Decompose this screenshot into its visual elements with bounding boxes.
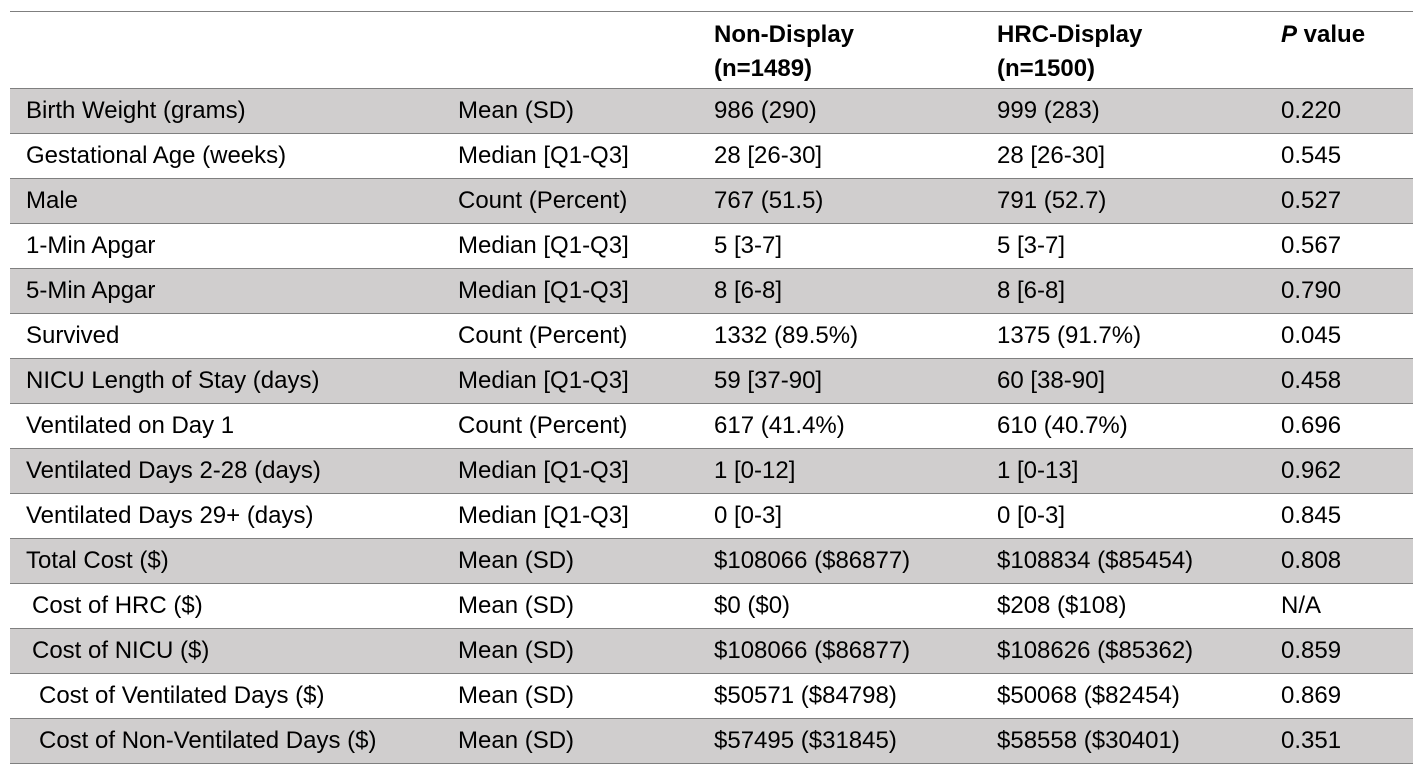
cell-statistic: Mean (SD) xyxy=(458,682,575,709)
table-header xyxy=(10,12,1413,89)
table-row xyxy=(10,314,1413,359)
table-row xyxy=(10,719,1413,764)
cell-hrc-display: 0 [0-3] xyxy=(997,502,1066,529)
results-table xyxy=(10,11,1413,764)
header-hrc-display-label: HRC-Display xyxy=(997,21,1143,48)
cell-variable: 5-Min Apgar xyxy=(26,277,156,304)
cell-hrc-display: $208 ($108) xyxy=(997,592,1127,619)
cell-hrc-display: 8 [6-8] xyxy=(997,277,1066,304)
header-statistic xyxy=(442,12,698,89)
cell-statistic: Median [Q1-Q3] xyxy=(458,277,629,304)
cell-variable: Ventilated on Day 1 xyxy=(26,412,235,439)
cell-non-display: $50571 ($84798) xyxy=(714,682,897,709)
cell-variable: Total Cost ($) xyxy=(26,547,169,574)
table-row xyxy=(10,179,1413,224)
cell-non-display: 767 (51.5) xyxy=(714,187,824,214)
cell-p-value: 0.527 xyxy=(1281,187,1342,214)
cell-statistic: Median [Q1-Q3] xyxy=(458,457,629,484)
cell-p-value: 0.458 xyxy=(1281,367,1342,394)
cell-hrc-display: $58558 ($30401) xyxy=(997,727,1180,754)
cell-hrc-display: $108626 ($85362) xyxy=(997,637,1194,664)
table-row xyxy=(10,89,1413,134)
cell-non-display: 8 [6-8] xyxy=(714,277,783,304)
cell-non-display: 1 [0-12] xyxy=(714,457,796,484)
cell-p-value: 0.962 xyxy=(1281,457,1342,484)
cell-p-value: 0.220 xyxy=(1281,97,1342,124)
table-row xyxy=(10,539,1413,584)
cell-non-display: $108066 ($86877) xyxy=(714,547,911,574)
table-row xyxy=(10,404,1413,449)
cell-variable: Gestational Age (weeks) xyxy=(26,142,287,169)
cell-variable: 1-Min Apgar xyxy=(26,232,156,259)
cell-non-display: 617 (41.4%) xyxy=(714,412,845,439)
header-p-value xyxy=(1265,12,1413,89)
cell-non-display: 1332 (89.5%) xyxy=(714,322,859,349)
cell-non-display: $57495 ($31845) xyxy=(714,727,897,754)
cell-hrc-display: 610 (40.7%) xyxy=(997,412,1128,439)
cell-statistic: Median [Q1-Q3] xyxy=(458,232,629,259)
cell-p-value: 0.869 xyxy=(1281,682,1342,709)
cell-hrc-display: 999 (283) xyxy=(997,97,1100,124)
cell-statistic: Mean (SD) xyxy=(458,97,575,124)
cell-p-value: 0.696 xyxy=(1281,412,1342,439)
cell-non-display: $0 ($0) xyxy=(714,592,791,619)
table-body xyxy=(10,89,1413,764)
table-row xyxy=(10,584,1413,629)
cell-non-display: 5 [3-7] xyxy=(714,232,783,259)
header-hrc-display xyxy=(981,12,1265,89)
cell-variable: Ventilated Days 29+ (days) xyxy=(26,502,314,529)
cell-non-display: 28 [26-30] xyxy=(714,142,823,169)
results-table-container xyxy=(10,11,1413,764)
cell-variable: Cost of HRC ($) xyxy=(32,592,203,619)
cell-non-display: 0 [0-3] xyxy=(714,502,783,529)
table-row xyxy=(10,134,1413,179)
cell-variable: Male xyxy=(26,187,79,214)
cell-variable: Cost of Ventilated Days ($) xyxy=(39,682,325,709)
cell-non-display: 59 [37-90] xyxy=(714,367,823,394)
cell-statistic: Mean (SD) xyxy=(458,727,575,754)
cell-statistic: Mean (SD) xyxy=(458,592,575,619)
header-non-display-label: Non-Display xyxy=(714,21,855,48)
table-row xyxy=(10,674,1413,719)
header-hrc-display-n: (n=1500) xyxy=(997,55,1096,82)
cell-p-value: 0.790 xyxy=(1281,277,1342,304)
cell-variable: Birth Weight (grams) xyxy=(26,97,246,124)
header-non-display-n: (n=1489) xyxy=(714,55,813,82)
cell-statistic: Median [Q1-Q3] xyxy=(458,502,629,529)
table-row xyxy=(10,629,1413,674)
table-row xyxy=(10,269,1413,314)
cell-hrc-display: $50068 ($82454) xyxy=(997,682,1180,709)
cell-variable: Cost of NICU ($) xyxy=(32,637,210,664)
cell-hrc-display: $108834 ($85454) xyxy=(997,547,1194,574)
cell-p-value: 0.045 xyxy=(1281,322,1342,349)
header-row xyxy=(10,12,1413,89)
cell-p-value: 0.845 xyxy=(1281,502,1342,529)
header-non-display xyxy=(698,12,981,89)
cell-hrc-display: 5 [3-7] xyxy=(997,232,1066,259)
header-p-letter: P xyxy=(1281,21,1298,48)
cell-p-value: 0.808 xyxy=(1281,547,1342,574)
cell-statistic: Median [Q1-Q3] xyxy=(458,142,629,169)
cell-statistic: Median [Q1-Q3] xyxy=(458,367,629,394)
cell-p-value: 0.545 xyxy=(1281,142,1342,169)
cell-variable: Cost of Non-Ventilated Days ($) xyxy=(39,727,377,754)
cell-hrc-display: 28 [26-30] xyxy=(997,142,1106,169)
table-row xyxy=(10,359,1413,404)
table-row xyxy=(10,494,1413,539)
table-row xyxy=(10,449,1413,494)
cell-statistic: Count (Percent) xyxy=(458,187,628,214)
cell-hrc-display: 60 [38-90] xyxy=(997,367,1106,394)
cell-variable: Ventilated Days 2-28 (days) xyxy=(26,457,321,484)
cell-variable: NICU Length of Stay (days) xyxy=(26,367,320,394)
cell-variable: Survived xyxy=(26,322,120,349)
cell-p-value: 0.859 xyxy=(1281,637,1342,664)
cell-statistic: Mean (SD) xyxy=(458,637,575,664)
cell-hrc-display: 1 [0-13] xyxy=(997,457,1079,484)
cell-statistic: Mean (SD) xyxy=(458,547,575,574)
cell-hrc-display: 791 (52.7) xyxy=(997,187,1107,214)
cell-non-display: $108066 ($86877) xyxy=(714,637,911,664)
cell-statistic: Count (Percent) xyxy=(458,322,628,349)
cell-p-value: 0.567 xyxy=(1281,232,1342,259)
table-row xyxy=(10,224,1413,269)
header-p-rest: value xyxy=(1297,21,1366,48)
cell-non-display: 986 (290) xyxy=(714,97,817,124)
cell-p-value: N/A xyxy=(1281,592,1322,619)
cell-p-value: 0.351 xyxy=(1281,727,1342,754)
header-variable xyxy=(10,12,442,89)
cell-hrc-display: 1375 (91.7%) xyxy=(997,322,1142,349)
cell-statistic: Count (Percent) xyxy=(458,412,628,439)
